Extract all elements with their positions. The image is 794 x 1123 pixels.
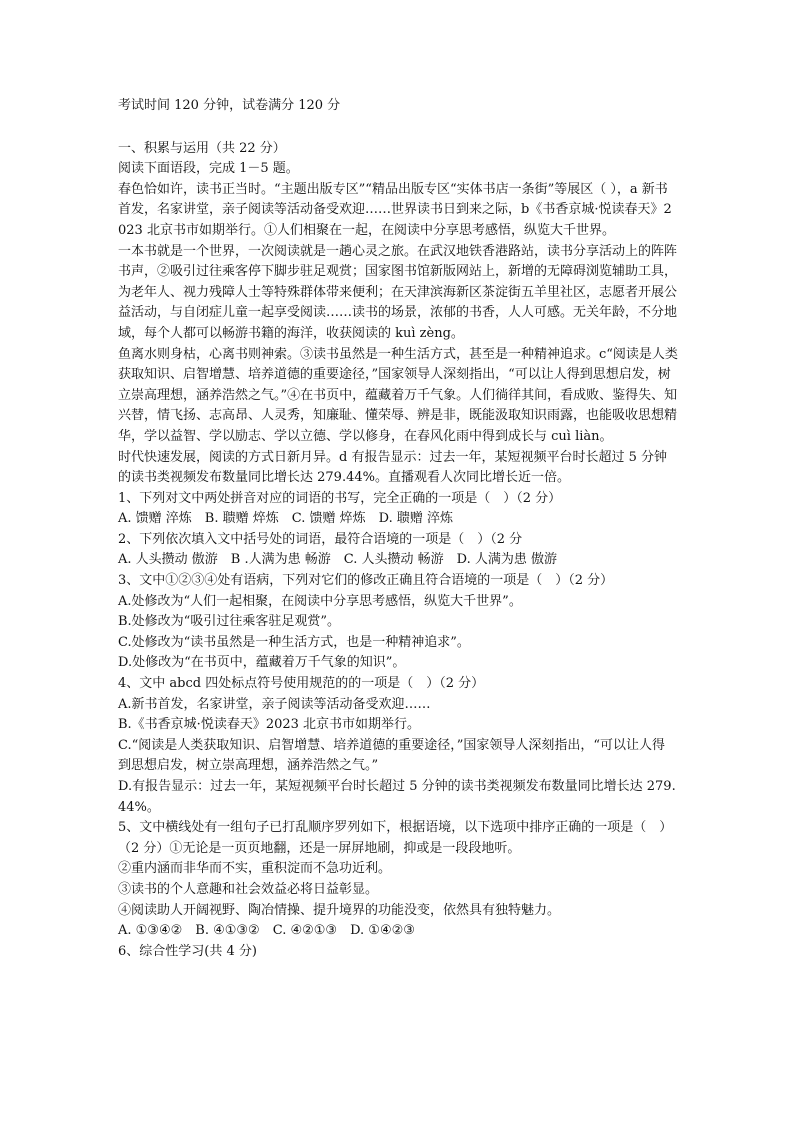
question-1-stem: 1、下列对文中两处拼音对应的词语的书写，完全正确的一项是（ ）（2 分） [118,490,562,506]
question-5-stem: 5、文中横线处有一组句子已打乱顺序罗列如下，根据语境，以下选项中排序正确的一项是（ ）（2 分）①无论是一页页地翻，还是一屏屏地刷，抑或是一段段地听。 [118,820,673,856]
question-4-option-b: B.《书香京城·悦读春天》2023 北京书市如期举行。 [118,717,421,733]
question-3-stem: 3、文中①②③④处有语病，下列对它们的修改正确且符合语境的一项是（ ）（2 分） [118,573,614,589]
question-5-options: A. ①③④② B. ④①③② C. ④②①③ D. ①④②③ [118,923,415,939]
question-1-options: A. 馈赠 淬炼 B. 聩赠 焠炼 C. 馈赠 焠炼 D. 聩赠 淬炼 [118,511,453,527]
question-2-options: A. 人头攒动 傲游 B .人满为患 畅游 C. 人头攒动 畅游 D. 人满为患 傲游 [118,552,557,568]
passage-paragraph-3: 鱼离水则身枯，心离书则神索。③读书虽然是一种生活方式，甚至是一种精神追求。c“阅读是人类获取知识、启智增慧、培养道德的重要途径，”国家领导人深刻指出，“可以让人得到思想启发，树立崇高理想，涵养浩然之气。”④在书页中，蕴藏着万千气象。人们徜徉其间，看成败、鉴得失、知兴替，情飞扬、志高昂、人灵秀，知廉耻、懂荣辱、辨是非，既能汲取知识雨露，也能吸收思想精华，学以益智、学以励志、学以立德、学以修身，在春风化雨中得到成长与 cuì liàn。 [118,346,678,444]
question-6-title: 6、综合性学习(共 4 分) [118,943,257,959]
question-4-stem: 4、文中 abcd 四处标点符号使用规范的的一项是（ ）（2 分） [118,676,485,692]
question-3-option-d: D.处修改为“在书页中，蕴藏着万千气象的知识”。 [118,655,406,671]
exam-info: 考试时间 120 分钟，试卷满分 120 分 [118,98,341,113]
question-5-sentence-3: ③读书的个人意趣和社会效益必将日益彰显。 [118,881,379,897]
question-4-option-a: A.新书首发，名家讲堂，亲子阅读等活动备受欢迎…… [118,696,431,712]
question-3-option-c: C.处修改为“读书虽然是一种生活方式，也是一种精神追求”。 [118,634,470,650]
passage-paragraph-1: 春色恰如许，读书正当时。“主题出版专区”“精品出版专区“实体书店一条街”等展区（ ），a 新书首发，名家讲堂，亲子阅读等活动备受欢迎……世界读书日到来之际，b《书香京城·悦读春天》2023 北京书市如期举行。①人们相聚在一起，在阅读中分享思考感悟，纵览大千世界。 [118,181,672,238]
question-4-option-c: C.“阅读是人类获取知识、启智增慧、培养道德的重要途径，”国家领导人深刻指出，“可以让人得到思想启发，树立崇高理想，涵养浩然之气。” [118,737,666,774]
section-instruction: 阅读下面语段，完成 1－5 题。 [118,161,299,177]
question-5-sentence-4: ④阅读助人开阔视野、陶冶情操、提升境界的功能没变，依然具有独特魅力。 [118,902,561,918]
question-2-stem: 2、下列依次填入文中括号处的词语，最符合语境的一项是（ ）（2 分 [118,531,523,547]
question-5-sentence-2: ②重内涵而非华而不实，重积淀而不急功近利。 [118,861,392,877]
question-4-option-d: D.有报告显示：过去一年，某短视频平台时长超过 5 分钟的读书类视频发布数量同比增长达 279.44%。 [118,779,676,815]
exam-page [118,96,678,962]
passage-paragraph-4: 时代快速发展，阅读的方式日新月异。d 有报告显示：过去一年，某短视频平台时长超过 5 分钟的读书类视频发布数量同比增长达 279.44%。直播观看人次同比增长近一倍。 [118,449,667,486]
question-3-option-b: B.处修改为“吸引过往乘客驻足观赏”。 [118,614,340,630]
passage-paragraph-2: 一本书就是一个世界，一次阅读就是一趟心灵之旅。在武汉地铁香港路站，读书分享活动上的阵阵书声，②吸引过往乘客停下脚步驻足观赏；国家图书馆新版网站上，新增的无障碍浏览辅助工具，为老年人、视力残障人士等特殊群体带来便利；在天津滨海新区茶淀街五羊里社区，志愿者开展公益活动，与自闭症儿童一起享受阅读……读书的场景，浓郁的书香，人人可感。无关年龄，不分地域，每个人都可以畅游书籍的海洋，收获阅读的 kuì zèng。 [118,243,678,341]
section-title: 一、积累与运用（共 22 分） [118,140,286,156]
question-3-option-a: A.处修改为“人们一起相聚，在阅读中分享思考感悟，纵览大千世界”。 [118,593,522,609]
